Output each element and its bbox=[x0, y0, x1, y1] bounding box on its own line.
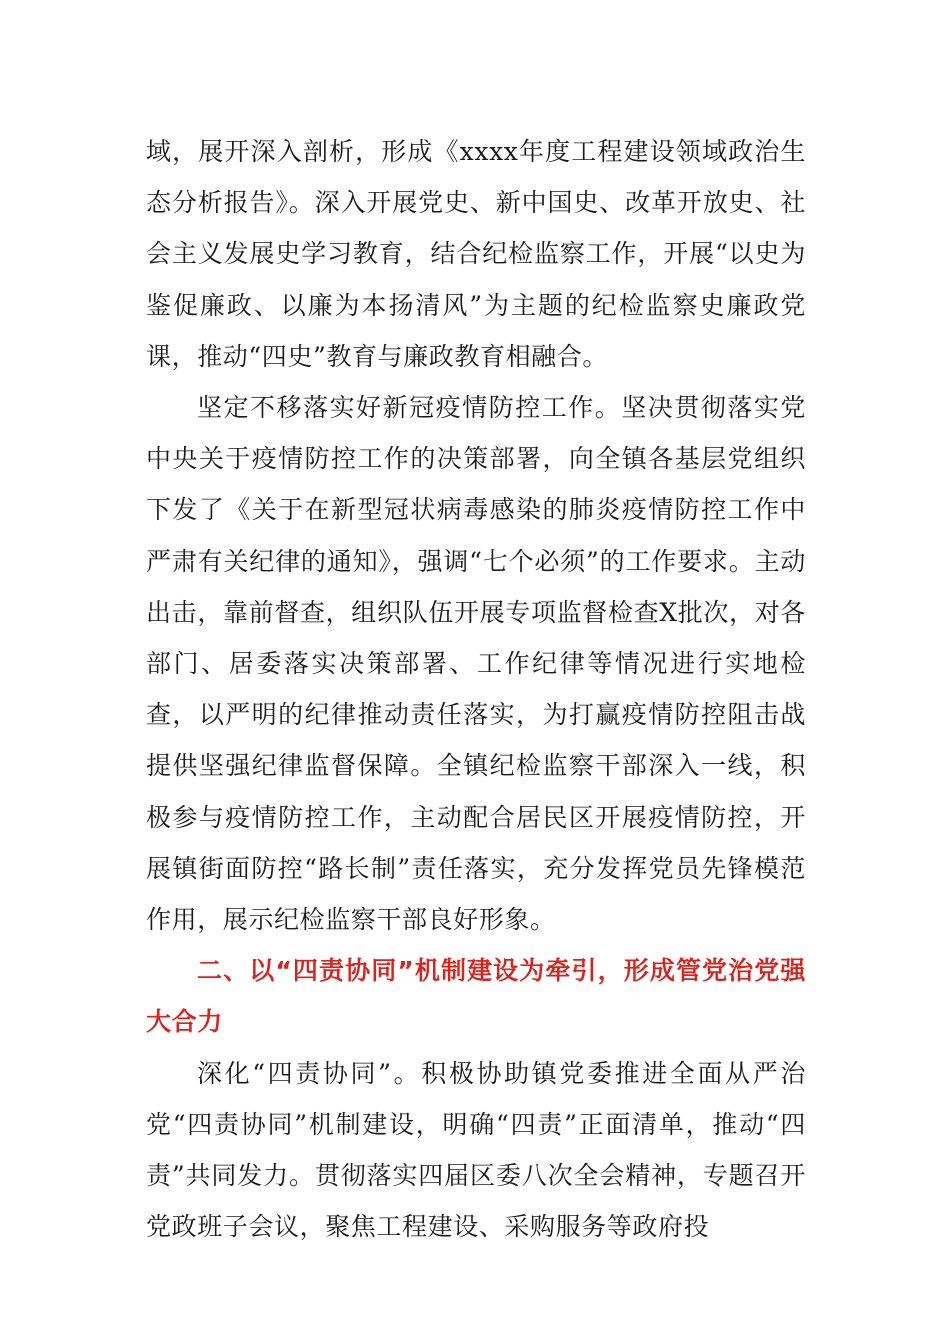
section-heading: 二、以“四责协同”机制建设为牵引，形成管党治党强大合力 bbox=[146, 956, 806, 1037]
body-paragraph-1: 域，展开深入剖析，形成《xxxx年度工程建设领域政治生态分析报告》。深入开展党史、新中国史、改革开放史、社会主义发展史学习教育，结合纪检监察工作，开展“以史为鉴促廉政、以廉为本扬清风”为主题的纪检监察史廉政党课，推动“四史”教育与廉政教育相融合。 bbox=[146, 137, 806, 371]
document-body bbox=[146, 126, 806, 1252]
body-paragraph-3: 深化“四责协同”。积极协助镇党委推进全面从严治党“四责协同”机制建设，明确“四责”正面清单，推动“四责”共同发力。贯彻落实四届区委八次全会精神，专题召开党政班子会议，聚焦工程建设、采购服务等政府投 bbox=[146, 1058, 806, 1242]
body-paragraph-2: 坚定不移落实好新冠疫情防控工作。坚决贯彻落实党中央关于疫情防控工作的决策部署，向全镇各基层党组织下发了《关于在新型冠状病毒感染的肺炎疫情防控工作中严肃有关纪律的通知》，强调“七个必须”的工作要求。主动出击，靠前督查，组织队伍开展专项监督检查X批次，对各部门、居委落实决策部署、工作纪律等情况进行实地检查，以严明的纪律推动责任落实，为打赢疫情防控阻击战提供坚强纪律监督保障。全镇纪检监察干部深入一线，积极参与疫情防控工作，主动配合居民区开展疫情防控，开展镇街面防控“路长制”责任落实，充分发挥党员先锋模范作用，展示纪检监察干部良好形象。 bbox=[146, 393, 806, 935]
